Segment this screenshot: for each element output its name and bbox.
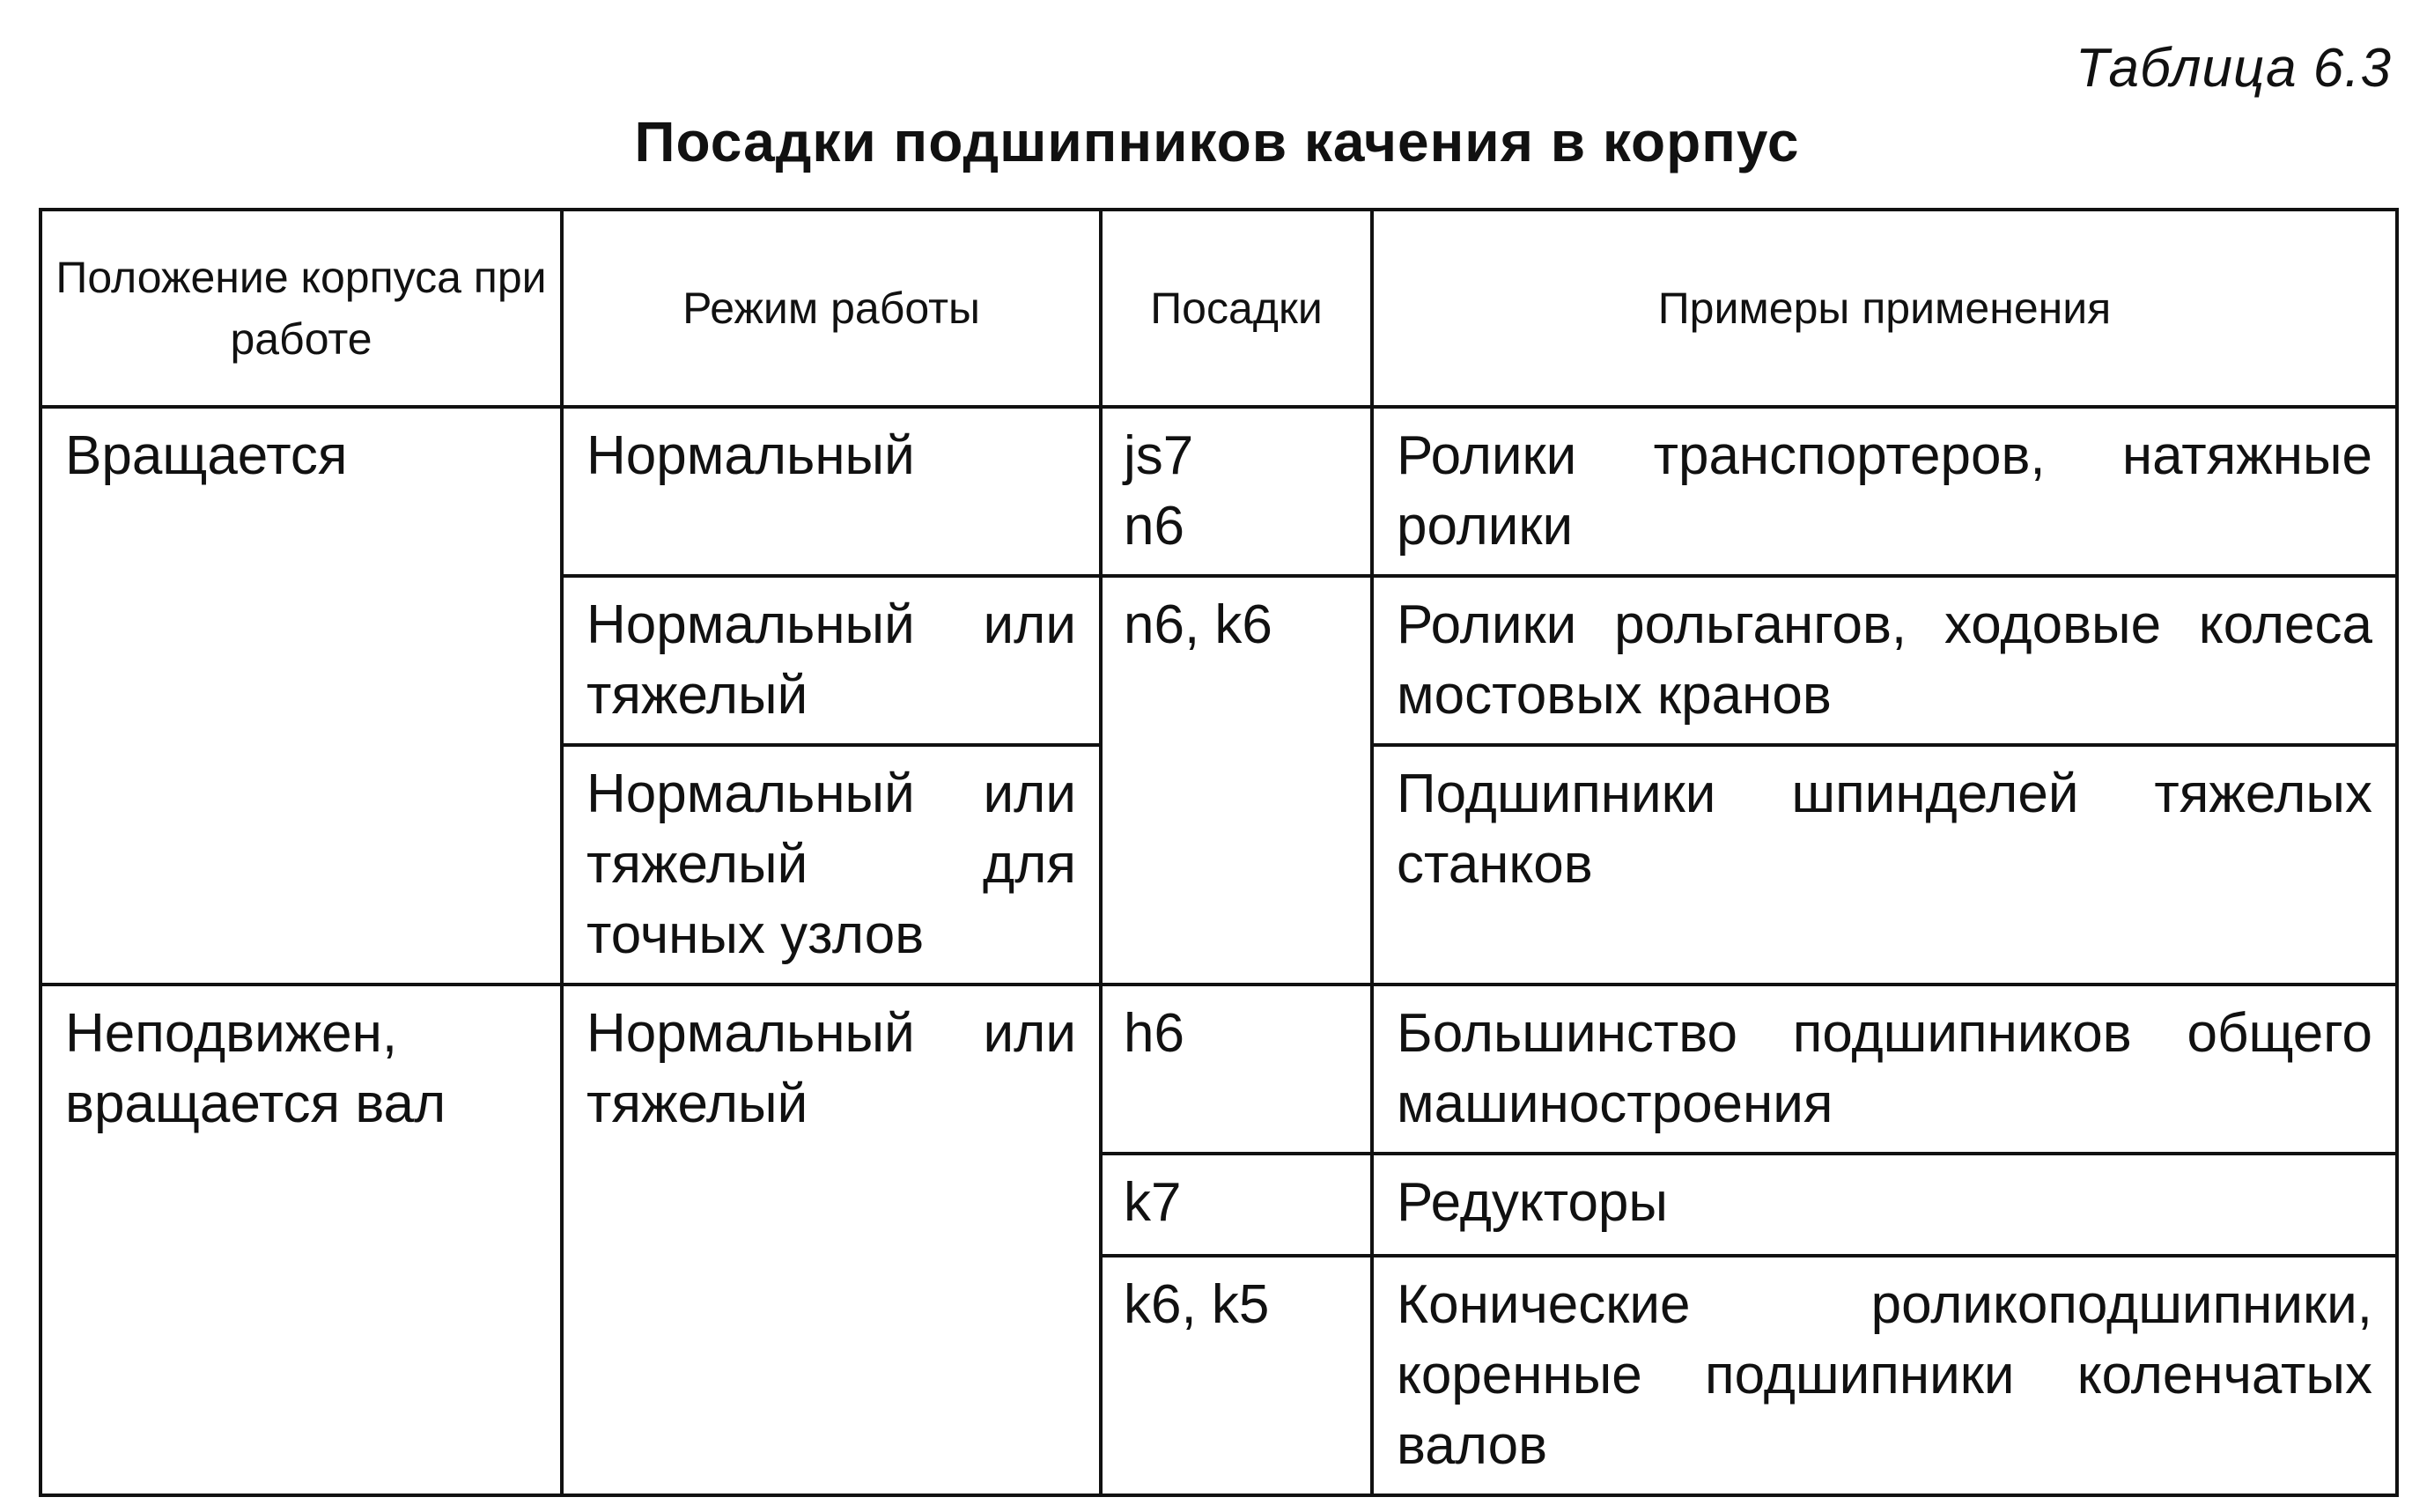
mode-cell: Нормальный или тяжелый для точных узлов [562, 745, 1101, 985]
example-cell: Ролики транспортеров, натяжные ролики [1372, 407, 2397, 576]
mode-cell: Нормальный или тяжелый [562, 985, 1101, 1495]
position-cell: Вращается [41, 407, 562, 985]
fits-cell [1101, 576, 1372, 985]
header-fits: Посадки [1101, 210, 1372, 407]
header-position: Положение корпуса при работе [41, 210, 562, 407]
fits-cell [1101, 407, 1372, 576]
mode-cell: Нормальный или тяжелый [562, 576, 1101, 745]
fit-value: n6, k6 [1124, 594, 1272, 655]
mode-cell: Нормальный [562, 407, 1101, 576]
fit-value: k7 [1124, 1172, 1182, 1233]
table-row [41, 985, 2397, 1154]
example-cell: Ролики рольгангов, ходовые колеса мостовых кранов [1372, 576, 2397, 745]
header-row [41, 210, 2397, 407]
table-number: Таблица 6.3 [2076, 38, 2392, 99]
fits-table [39, 208, 2399, 1497]
fit-value: js7 [1124, 425, 1194, 486]
table-row [41, 407, 2397, 576]
example-cell: Большинство подшипников общего машиностроения [1372, 985, 2397, 1154]
example-cell: Конические роликоподшипники, коренные подшипники коленчатых валов [1372, 1256, 2397, 1495]
position-cell: Неподвижен, вращается вал [41, 985, 562, 1495]
header-mode: Режим работы [562, 210, 1101, 407]
fit-value: h6 [1124, 1003, 1184, 1064]
fit-value: k6, k5 [1124, 1274, 1270, 1335]
example-cell: Редукторы [1372, 1154, 2397, 1256]
fits-cell [1101, 1256, 1372, 1495]
example-cell: Подшипники шпинделей тяжелых станков [1372, 745, 2397, 985]
fits-cell [1101, 1154, 1372, 1256]
header-examples: Примеры применения [1372, 210, 2397, 407]
table-title: Посадки подшипников качения в корпус [634, 110, 1800, 173]
fits-cell [1101, 985, 1372, 1154]
fit-value: n6 [1124, 496, 1184, 557]
